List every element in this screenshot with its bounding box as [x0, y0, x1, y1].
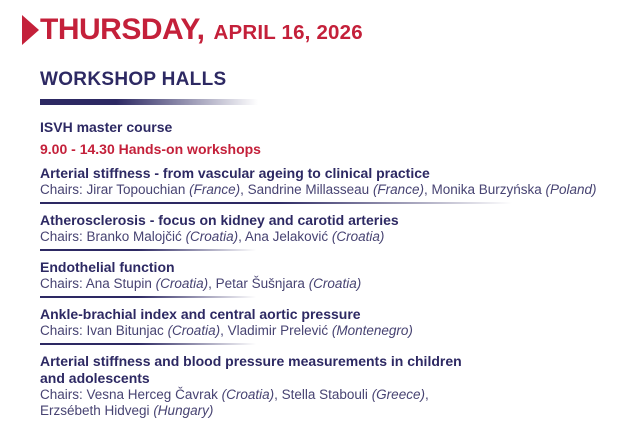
day-title: THURSDAY, [40, 13, 205, 46]
workshop-chairs: Chairs: Ana Stupin (Croatia), Petar Šušnjara (Croatia) [40, 276, 362, 291]
workshop-chairs: Chairs: Vesna Herceg Čavrak (Croatia), Stella Stabouli (Greece), Erzsébeth Hidvegi (Hungary) [40, 387, 429, 418]
section-divider [40, 202, 512, 204]
course-title: ISVH master course [40, 119, 173, 135]
workshop-item [40, 259, 606, 292]
workshop-item [40, 353, 606, 419]
workshop-title: Atherosclerosis - focus on kidney and carotid arteries [40, 212, 399, 228]
workshop-chairs: Chairs: Branko Malojčić (Croatia), Ana Jelaković (Croatia) [40, 229, 385, 244]
section-divider [40, 249, 256, 251]
workshop-title: Ankle-brachial index and central aortic pressure [40, 306, 361, 322]
workshop-chairs: Chairs: Ivan Bitunjac (Croatia), Vladimir Prelević (Montenegro) [40, 323, 413, 338]
workshop-item [40, 165, 606, 198]
section-divider [40, 296, 256, 298]
section-heading: WORKSHOP HALLS [40, 69, 227, 90]
workshop-chairs: Chairs: Jirar Topouchian (France), Sandrine Millasseau (France), Monika Burzyńska (Poland) [40, 182, 597, 197]
section-divider [40, 343, 256, 345]
workshop-title: Endothelial function [40, 259, 175, 275]
section-heading-underline [40, 99, 258, 105]
workshop-title: Arterial stiffness and blood pressure measurements in children and adolescents [40, 353, 462, 386]
time-range: 9.00 - 14.30 Hands-on workshops [40, 141, 261, 157]
workshop-title: Arterial stiffness - from vascular ageing to clinical practice [40, 165, 430, 181]
date-title: APRIL 16, 2026 [213, 21, 363, 44]
workshop-item [40, 212, 606, 245]
workshop-item [40, 306, 606, 339]
header [40, 13, 606, 47]
arrow-right-icon [22, 15, 39, 45]
header-text [40, 13, 363, 47]
workshop-list [40, 165, 606, 419]
